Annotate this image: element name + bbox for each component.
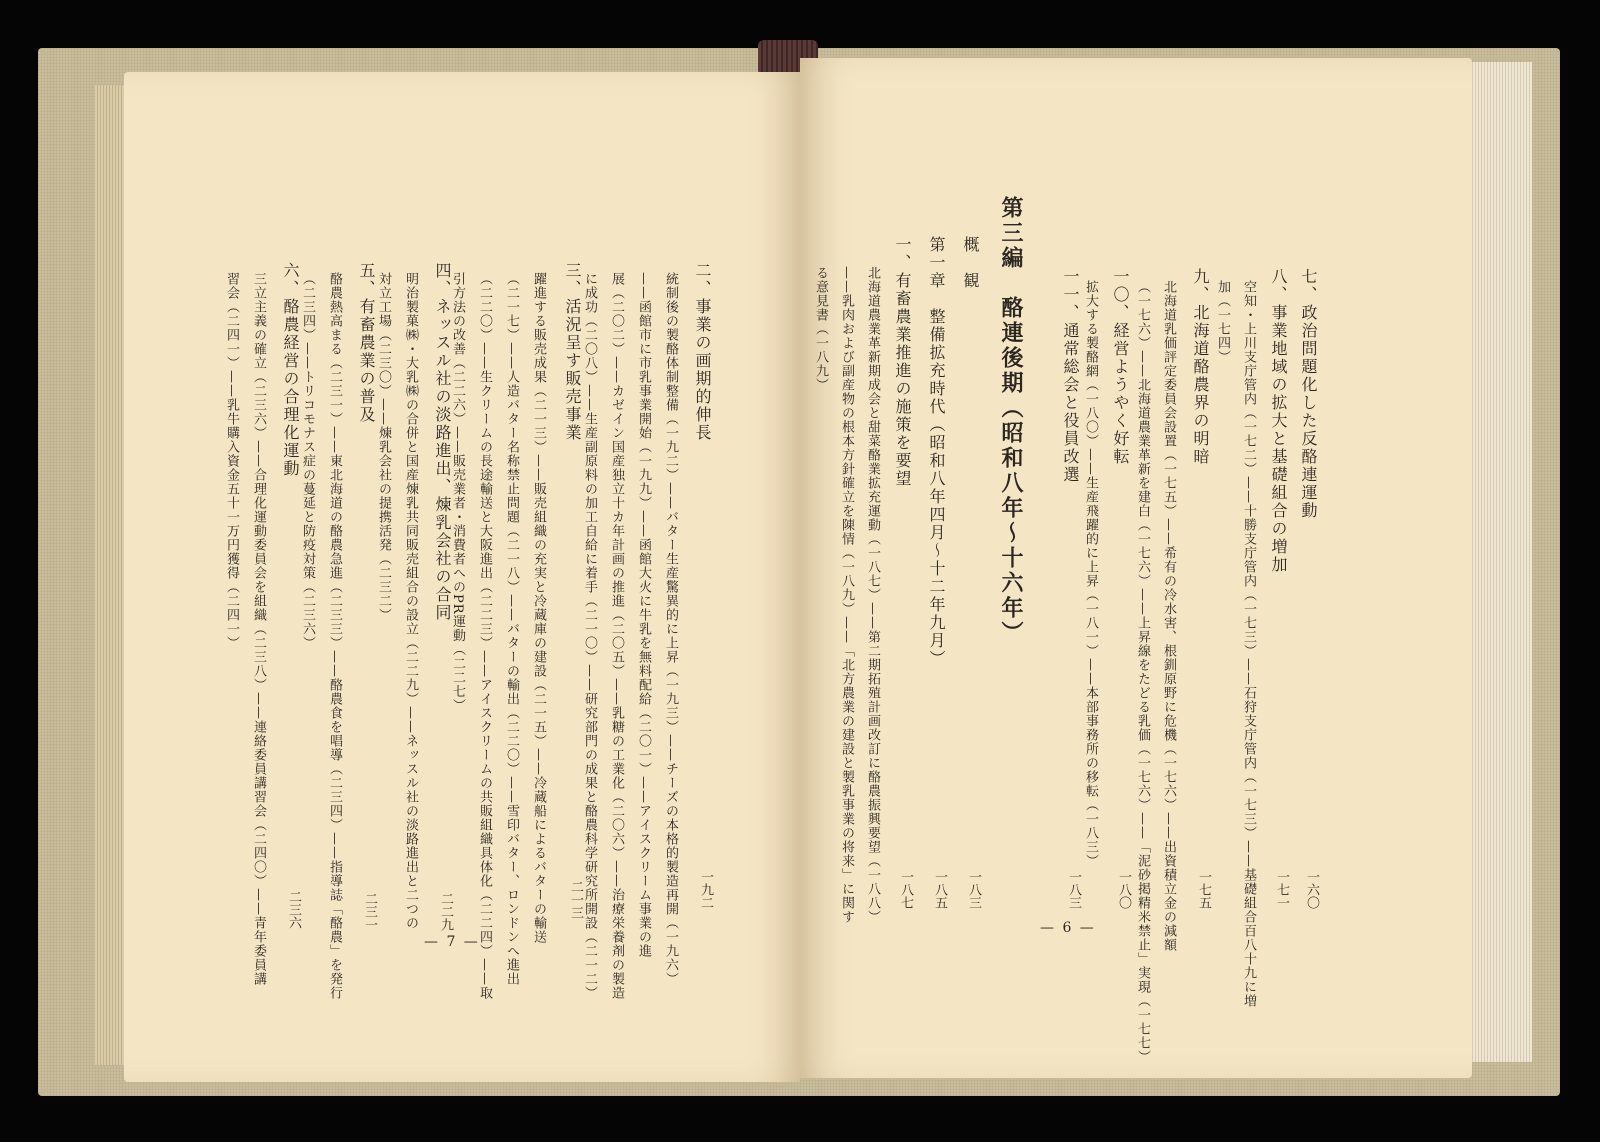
toc-body-line: 展（二〇二）——カゼイン国産独立十カ年計画の推進（二〇五）——乳糖の工業化（二〇六）——治療栄養剤の製造 — [609, 272, 624, 1000]
toc-heading: 二、事業の画期的伸長 — [693, 262, 712, 442]
toc-heading: 一一、通常総会と役員改選 — [1061, 268, 1080, 484]
page-edges-left — [95, 85, 127, 1065]
toc-heading: 八、事業地域の拡大と基礎組合の増加 — [1269, 268, 1288, 574]
toc-body-line: 北海道農業革新期成会と甜菜酪業拡充運動（一八七）——第二期拓殖計画改訂に酪農振興要望（一八八） — [865, 266, 880, 924]
toc-body-line: 引方法の改善（二二六）——販売業者・消費者へのPR運動（二二七） — [450, 272, 465, 713]
toc-body-line: 三立主義の確立（二三六）——合理化運動委員会を組織（二三八）——連絡委員講習会（二四〇）——青年委員講 — [251, 272, 266, 986]
toc-heading: 一〇、経営ようやく好転 — [1111, 268, 1130, 466]
toc-page-number: 一八三 — [1066, 870, 1081, 909]
toc-body-line: ——函館市に市乳事業開始（一九九）——函館大火に牛乳を無料配給（二〇一）——アイスクリーム事業の進 — [636, 272, 651, 958]
toc-page-number: 一七一 — [1274, 870, 1289, 909]
toc-heading: 四、ネッスル社の淡路進出、煉乳会社の合同 — [433, 262, 452, 622]
toc-page-number: 一八五 — [932, 870, 947, 909]
toc-page-number: 二二九 — [438, 892, 453, 931]
toc-heading: 一、有畜農業推進の施策を要望 — [893, 236, 912, 488]
toc-body-line: （一七六）——北海道農業革新を建白（一七六）——上昇線をたどる乳価（一七六）——「泥砂掲精米禁止」実現（一七七） — [1135, 280, 1150, 1064]
toc-page-number: 一九二 — [698, 870, 713, 909]
toc-page-number: 二三六 — [286, 890, 301, 929]
toc-body-line: 統制後の製酪体制整備（一九二）——バター生産驚異的に上昇（一九三）——チーズの本格的製造再開（一九六） — [663, 272, 678, 986]
toc-body-line: ——乳肉および副産物の根本方針確立を陳情（一八九）——「北方農業の建設と製乳事業の将来」に関す — [839, 266, 854, 924]
part-title: 第三編 酪連後期（昭和八年～十六年） — [998, 196, 1024, 646]
toc-page-number: 一七五 — [1196, 870, 1211, 909]
toc-heading: 五、有畜農業の普及 — [357, 262, 376, 424]
toc-body-line: 酪農熱高まる（二三一）——東北海道の酪農急進（二三三）——酪農食を唱導（二三四）——指導誌「酪農」を発行 — [327, 272, 342, 1000]
page-edges-right — [1470, 62, 1532, 1062]
page-folio: — 6 — — [1040, 920, 1096, 936]
toc-body-line: 北海道乳価評定委員会設置（一七五）——希有の冷水害、根釧原野に危機（一七六）——出資積立金の減額 — [1161, 280, 1176, 952]
toc-heading: 七、政治問題化した反酪連運動 — [1299, 268, 1318, 520]
toc-body-line: 明治製菓㈱・大乳㈱の合併と国産煉乳共同販売組合の設立（二二九）——ネッスル社の淡路進出と二つの — [403, 272, 418, 930]
toc-page-number: 一八〇 — [1116, 870, 1131, 909]
toc-heading: 九、北海道酪農界の明暗 — [1191, 268, 1210, 466]
toc-heading: 三、活況呈す販売事業 — [563, 262, 582, 442]
toc-page-number: 二三一 — [362, 892, 377, 931]
toc-body-line: （二三四）——トリコモナス症の蔓延と防疫対策（二三六） — [300, 272, 315, 650]
toc-body-line: （二二〇）——生クリームの長途輸送と大阪進出（二二三）——アイスクリームの共販組織具体化（二二四）——取 — [477, 272, 492, 1000]
toc-body-line: 習会（二四一）——乳牛購入資金五十一万円獲得（二四一） — [224, 272, 239, 650]
toc-page-number: 一八七 — [898, 870, 913, 909]
toc-body-line: る意見書（一八九） — [813, 266, 828, 392]
toc-body-line: 躍進する販売成果（二一三）——販売組織の充実と冷蔵庫の建設（二一五）——冷蔵船によるバターの輸送 — [531, 272, 546, 944]
toc-page-number: 一六〇 — [1304, 870, 1319, 909]
toc-body-line: 対立工場（二三〇）——煉乳会社の提携活発（二三二） — [376, 272, 391, 622]
toc-body-line: 空知・上川支庁管内（一七二）——十勝支庁管内（一七三）——石狩支庁管内（一七三）——基礎組合百八十九に増 — [1241, 280, 1256, 1008]
left-page — [124, 72, 800, 1082]
chapter-title: 第一章 整備拡充時代（昭和八年四月～十二年九月） — [927, 236, 946, 668]
right-page — [800, 58, 1472, 1078]
toc-page-number: 一八三 — [966, 870, 981, 909]
toc-body-line: に成功（二〇八）——生産副原料の加工自給に着手（二一〇）——研究部門の成果と酪農科学研究所開設（二一二） — [582, 272, 597, 1000]
toc-body-line: （二一七）——人造バター名称禁止問題（二一八）——バターの輸出（二二〇）——雪印バター、ロンドンへ進出 — [504, 272, 519, 986]
toc-heading: 六、酪農経営の合理化運動 — [281, 262, 300, 478]
toc-page-number: 二一三 — [568, 880, 583, 919]
toc-body-line: 拡大する製酪網（一八〇）——生産飛躍的に上昇（一八一）——本部事務所の移転（一八三） — [1083, 280, 1098, 868]
overview-heading: 概 観 — [961, 236, 980, 290]
page-folio: — 7 — — [424, 934, 480, 950]
toc-body-line: 加（一七四） — [1215, 280, 1230, 364]
